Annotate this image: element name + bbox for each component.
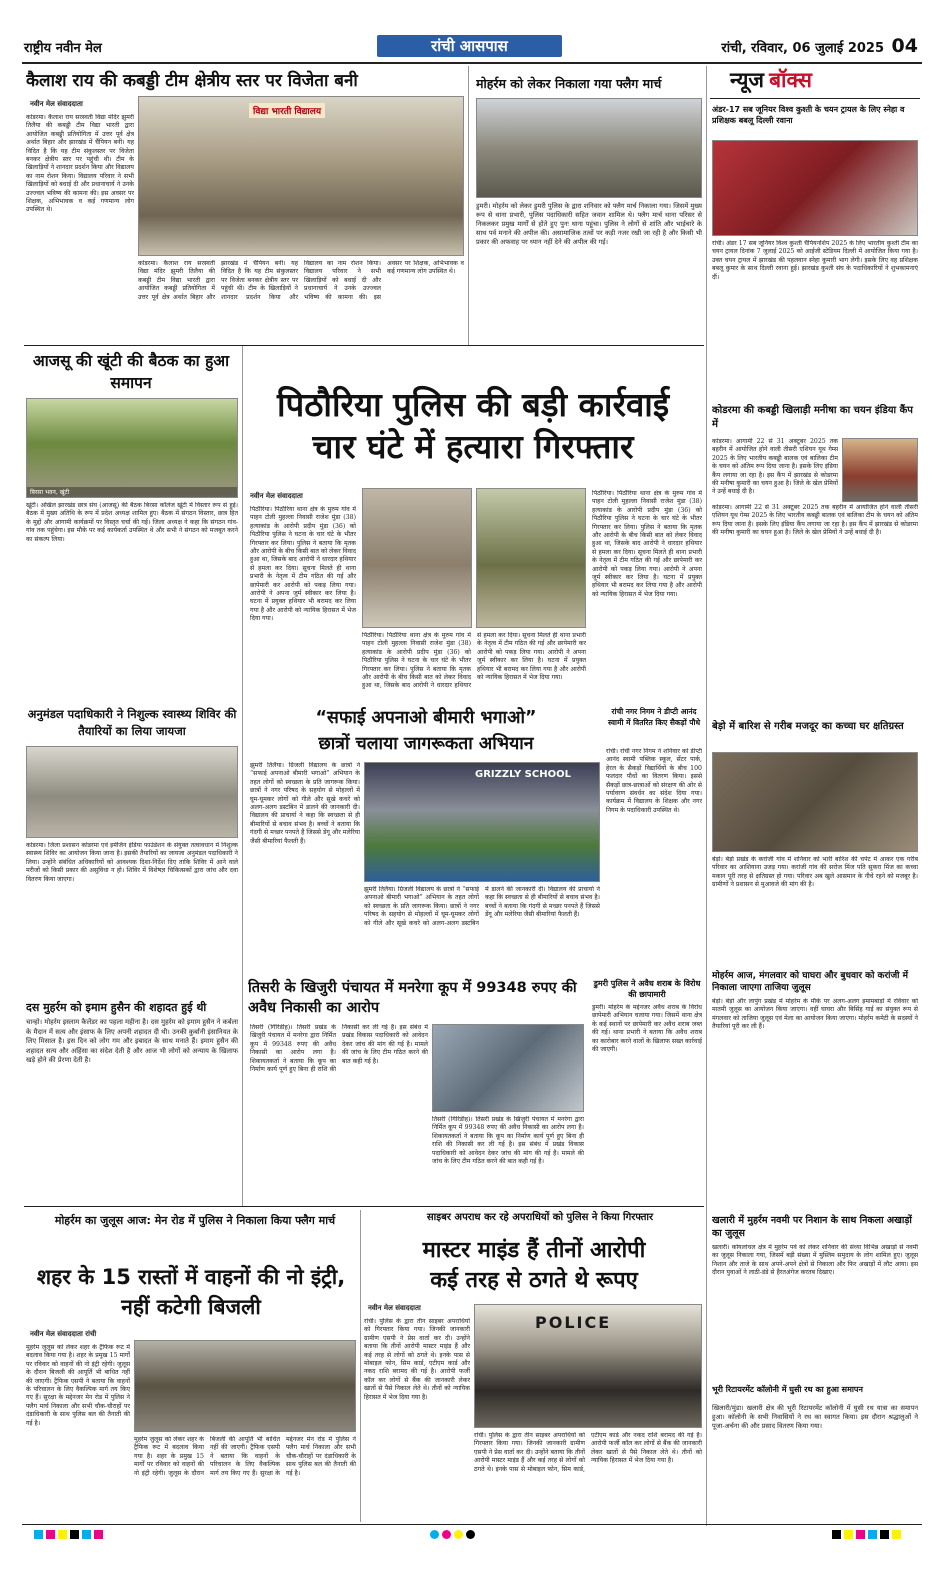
lead-body-col3: पिठौरिया। पिठौरिया थाना क्षेत्र के मुरुम गांव में पाहन टोली मुहल्ला निवासी राजेश मुंडा (38) हत्याकांड के आरोपी प्रदीप मुंडा (36) को पिठौरिया पुलिस ने घटना के चार घंटे के भीतर गिरफ्तार कर लिया। पुलिस ने बताया कि मृतक और आरोपी के बीच किसी बात को लेकर विवाद हुआ था, जिसके बाद आरोपी ने धारदार हथियार से हमला कर दिया। सूचना मिलते ही थाना प्रभारी के नेतृत्व में टीम गठित की गई और छापेमारी कर आरोपी को पकड़ लिया गया। आरोपी ने अपना जुर्म स्वीकार कर लिया है। घटना में प्रयुक्त हथियार भी बरामद कर लिया गया है और आरोपी को न्यायिक हिरासत में भेज दिया गया। [592,490,702,598]
news-box-item2-body-more: कोडरमा। आगामी 22 से 31 अक्टूबर 2025 तक बहरीन में आयोजित होने वाली तीसरी एशियन यूथ गेम्स 2025 के लिए भारतीय कबड्डी बालक एवं बालिका टीम के चयन को अंतिम रूप दिया जाना है। इसके लिए इंडिया कैंप लगाया जा रहा है। इस कैंप में झारखंड से कोडरमा की मनीषा कुमारी का चयन हुआ है। जिले के खेल प्रेमियों ने उन्हें बधाई दी है। [712,504,918,537]
news-box-item1-headline: अंडर-17 सब जूनियर विश्व कुश्ती के चयन ट्रायल के लिए स्नेहा व प्रशिक्षक बबलू दिल्ली रवाना [712,105,905,125]
moharram-march-body: डुमरी। मोहर्रम को लेकर डुमरी पुलिस के द्वारा शनिवार को फ्लैग मार्च निकाला गया। जिसमें मुख्य रूप से थाना प्रभारी, पुलिस पदाधिकारी सहित जवान शामिल थे। फ्लैग मार्च थाना परिसर से निकलकर प्रमुख मार्गों से होते हुए पुनः थाना पहुंचा। पुलिस ने लोगों से शांति और भाईचारे के साथ पर्व मनाने की अपील की। असामाजिक तत्वों पर कड़ी नजर रखी जा रही है और किसी भी प्रकार की अफवाह पर ध्यान नहीं देने की अपील की गई। [476,202,702,246]
color-registration-bar-left [34,1530,114,1540]
cleanliness-photo [364,762,600,882]
dateline: रांची, रविवार, 06 जुलाई 2025 [721,41,884,56]
liquor-raid-body: डुमरी। मोहर्रम के मद्देनजर अवैध शराब के विरोध छापेमारी अभियान चलाया गया। जिसमें थाना क्षेत्र के कई स्थानों पर छापेमारी कर अवैध शराब जब्त की गई। थाना प्रभारी ने बताया कि अवैध शराब का कारोबार करने वालों के खिलाफ सख्त कार्रवाई की जाएगी। [592,1004,702,1054]
lead-headline-2: चार घंटे में हत्यारा गिरफ्तार [312,427,634,466]
cleanliness-body-col2: झुमरी तिलैया। ग्रिजली विद्यालय के छात्रों ने “सफाई अपनाओ बीमारी भगाओ” अभियान के तहत लोगों को स्वच्छता के प्रति जागरूक किया। छात्रों ने नगर परिषद के सहयोग से मोहल्लों में घूम-घूमकर लोगों को गीले और सूखे कचरे को अलग-अलग डस्टबिन में डालने की जानकारी दी। विद्यालय की प्राचार्या ने कहा कि स्वच्छता से ही बीमारियों से बचाव संभव है। बच्चों ने बताया कि गंदगी से मच्छर पनपते हैं जिससे डेंगू और मलेरिया जैसी बीमारियां फैलती हैं। [364,886,600,927]
news-box-item6-headline: भूरी रिटायरमेंट कॉलोनी में घुसी रथ का हुआ समापन [712,1385,863,1394]
news-box-item1-photo [712,140,918,236]
cyber-headline-1: मास्टर माइंड हैं तीनों आरोपी [422,1238,646,1263]
news-box-title-2: बॉक्स [769,68,813,92]
liquor-raid-headline: डुमरी पुलिस ने अवैध शराब के विरोध की छापामारी [593,979,701,999]
color-registration-bar-center [430,1530,510,1540]
sidebar-rule [706,66,707,1526]
health-camp-body: कोडरमा। जिला प्रशासन कोडरमा एवं इमेजिन इंडिया फाउंडेशन के संयुक्त तत्वावधान में निशुल्क स्वास्थ्य शिविर का आयोजन किया जाना है। इसकी तैयारियों का जायजा अनुमंडल पदाधिकारी ने लिया। उन्होंने संबंधित अधिकारियों को आवश्यक दिशा-निर्देश दिए ताकि शिविर में आने वाले मरीजों को किसी प्रकार की असुविधा न हो। शिविर में विशेषज्ञ चिकित्सकों द्वारा जांच और दवा वितरण किया जाएगा। [26,842,238,883]
moharram-march-photo [476,98,702,198]
health-camp-photo [26,746,238,838]
cleanliness-photo-banner: GRIZZLY SCHOOL [475,769,571,780]
news-box-item6-body: खिलारी/मुंडा। खलारी क्षेत्र की भूरी रिटायरमेंट कॉलोनी में घुसी रथ यात्रा का समापन हुआ। कॉलोनी के सभी निवासियों ने रथ का स्वागत किया। इस दौरान श्रद्धालुओं ने पूजा-अर्चना की और प्रसाद वितरण किया गया। [712,1404,918,1430]
news-box-item2-photo [842,438,918,502]
traffic-body-col2: मुहर्रम जुलूस को लेकर शहर के ट्रैफिक रूट में बदलाव किया गया है। शहर के प्रमुख 15 मार्गों पर रविवार को वाहनों की नो इंट्री रहेगी। जुलूस के दौरान बिजली की आपूर्ति भी बाधित नहीं की जाएगी। ट्रैफिक एसपी ने बताया कि वाहनों के परिचालन के लिए वैकल्पिक मार्ग तय किए गए हैं। सुरक्षा के मद्देनजर मेन रोड में पुलिस ने फ्लैग मार्च निकाला और सभी चौक-चौराहों पर दंडाधिकारी के साथ पुलिस बल की तैनाती की गई है। [134,1436,356,1477]
ajsu-headline: आजसू की खूंटी की बैठक का हुआ समापन [32,352,230,392]
lead-photo-officer [476,488,586,628]
masthead [22,34,922,60]
kabaddi-headline: कैलाश राय की कबड्डी टीम क्षेत्रीय स्तर पर विजेता बनी [26,71,358,91]
news-box-title [730,66,920,96]
news-box-rule [710,98,920,99]
ajsu-photo-banner: बिरसा भवन, खूंटी [27,487,237,497]
kabaddi-photo [138,96,464,256]
news-box-item2-headline: कोडरमा की कबड्डी खिलाड़ी मनीषा का चयन इंडिया कैंप में [712,405,913,430]
traffic-photo [134,1340,356,1432]
traffic-kicker: मोहर्रम का जुलूस आज: मेन रोड में पुलिस ने निकाला किया फ्लैग मार्च [54,1214,336,1227]
news-box-item3-photo [712,752,918,852]
ajsu-body: खूंटी। अखिल झारखंड छात्र संघ (आजसू) की बैठक बिरसा कॉलेज खूंटी में विस्तार रूप से हुई। बैठक में मुख्य अतिथि के रूप में प्रदेश अध्यक्ष शामिल हुए। बैठक में संगठन विस्तार, छात्र हित के मुद्दों और आगामी कार्यक्रमों पर विस्तृत चर्चा की गई। जिला अध्यक्ष ने कहा कि संगठन गांव-गांव तक पहुंचेगा। इस मौके पर कई कार्यकर्ता उपस्थित थे और सभी ने संगठन को मजबूत करने का संकल्प लिया। [26,502,238,543]
news-box-item5-headline: खलारी में मुहर्रम नवमी पर निशान के साथ निकला अखाड़ों का जुलूस [712,1215,912,1239]
mgnrega-body-col1: तिसरी (गिरिडीह)। तिसरी प्रखंड के खिजुरी पंचायत में मनरेगा द्वारा निर्मित कूप में 99348 रुपए की अवैध निकासी का आरोप लगा है। शिकायतकर्ता ने बताया कि कूप का निर्माण कार्य पूर्ण हुए बिना ही राशि की निकासी कर ली गई है। इस संबंध में प्रखंड विकास पदाधिकारी को आवेदन देकर जांच की मांग की गई है। मामले की जांच के लिए टीम गठित करने की बात कही गई है। [250,1024,428,1074]
cyber-photo [474,1304,702,1428]
news-box-item2-body: कोडरमा। आगामी 22 से 31 अक्टूबर 2025 तक बहरीन में आयोजित होने वाली तीसरी एशियन यूथ गेम्स 2025 के लिए भारतीय कबड्डी बालक एवं बालिका टीम के चयन को अंतिम रूप दिया जाना है। इसके लिए इंडिया कैंप लगाया जा रहा है। इस कैंप में झारखंड से कोडरमा की मनीषा कुमारी का चयन हुआ है। जिले के खेल प्रेमियों ने उन्हें बधाई दी है। [712,438,838,496]
news-box-item5-body: खलारी। कोयलांचल क्षेत्र में मुहर्रम पर्व को लेकर शनिवार की संध्या विभिन्न अखाड़ों से नवमी का जुलूस निकाला गया, जिसमें बड़ी संख्या में मुस्लिम समुदाय के लोग शामिल हुए। जुलूस निशान और ताजे के साथ अपने-अपने क्षेत्रों से निकाला और फिर अखाड़ों में लौट आया। इस दौरान युवाओं ने लाठी-डंडे से हैरतअंगेज करतब दिखाए। [712,1244,918,1277]
moharram-march-headline: मोहर्रम को लेकर निकाला गया फ्लैग मार्च [476,76,662,91]
footer-rule [22,1524,922,1525]
kabaddi-photo-banner: विद्या भारती विद्यालय [249,103,325,118]
section-banner [377,35,562,57]
mgnrega-body-col2: तिसरी (गिरिडीह)। तिसरी प्रखंड के खिजुरी पंचायत में मनरेगा द्वारा निर्मित कूप में 99348 रुपए की अवैध निकासी का आरोप लगा है। शिकायतकर्ता ने बताया कि कूप का निर्माण कार्य पूर्ण हुए बिना ही राशि की निकासी कर ली गई है। इस संबंध में प्रखंड विकास पदाधिकारी को आवेदन देकर जांच की मांग की गई है। मामले की जांच के लिए टीम गठित करने की बात कही गई है। [432,1116,584,1166]
news-box-item4-headline: मोहर्रम आज, मंगलवार को घाघरा और बुधवार को करांजी में निकाला जाएगा ताजिया जुलूस [712,971,908,993]
health-camp-headline: अनुमंडल पदाधिकारी ने निशुल्क स्वास्थ्य शिविर की तैयारियों का लिया जायजा [27,707,237,738]
cyber-byline: नवीन मेल संवाददाता [368,1304,421,1312]
brand-name: राष्ट्रीय नवीन मेल [24,41,102,56]
kabaddi-byline: नवीन मेल संवाददाता [30,100,83,108]
lead-body-col1: पिठौरिया। पिठौरिया थाना क्षेत्र के मुरुम गांव में पाहन टोली मुहल्ला निवासी राजेश मुंडा (38) हत्याकांड के आरोपी प्रदीप मुंडा (36) को पिठौरिया पुलिस ने घटना के चार घंटे के भीतर गिरफ्तार कर लिया। पुलिस ने बताया कि मृतक और आरोपी के बीच किसी बात को लेकर विवाद हुआ था, जिसके बाद आरोपी ने धारदार हथियार से हमला कर दिया। सूचना मिलते ही थाना प्रभारी के नेतृत्व में टीम गठित की गई और छापेमारी कर आरोपी को पकड़ लिया गया। आरोपी ने अपना जुर्म स्वीकार कर लिया है। घटना में प्रयुक्त हथियार भी बरामद कर लिया गया है और आरोपी को न्यायिक हिरासत में भेज दिया गया। [250,506,356,623]
section-title: रांची आसपास [431,37,508,55]
col-rule-bottom [360,1210,361,1522]
lead-body-col2: पिठौरिया। पिठौरिया थाना क्षेत्र के मुरुम गांव में पाहन टोली मुहल्ला निवासी राजेश मुंडा (38) हत्याकांड के आरोपी प्रदीप मुंडा (36) को पिठौरिया पुलिस ने घटना के चार घंटे के भीतर गिरफ्तार कर लिया। पुलिस ने बताया कि मृतक और आरोपी के बीच किसी बात को लेकर विवाद हुआ था, जिसके बाद आरोपी ने धारदार हथियार से हमला कर दिया। सूचना मिलते ही थाना प्रभारी के नेतृत्व में टीम गठित की गई और छापेमारी कर आरोपी को पकड़ लिया गया। आरोपी ने अपना जुर्म स्वीकार कर लिया है। घटना में प्रयुक्त हथियार भी बरामद कर लिया गया है और आरोपी को न्यायिक हिरासत में भेज दिया गया। [362,632,586,690]
mgnrega-photo [432,1024,584,1112]
news-box-item1-body: रांची। अंडर 17 सब जूनियर विश्व कुश्ती चैंपियनशिप 2025 के लिए भारतीय कुश्ती टीम का चयन ट्रायल दिनांक 7 जुलाई 2025 को आईजी स्टेडियम दिल्ली में आयोजित किया गया है। उक्त चयन ट्रायल में झारखंड की पहलवान स्नेहा कुमारी भाग लेगी। इसके लिए वह प्रशिक्षक बबलू कुमार के साथ दिल्ली रवाना हुई। झारखंड कुश्ती संघ के पदाधिकारियों ने शुभकामनाएं दीं। [712,240,918,281]
cleanliness-headline-2: छात्रों चलाया जागरूकता अभियान [318,734,534,754]
lead-headline-1: पिठौरिया पुलिस की बड़ी कार्रवाई [276,385,670,424]
news-box-item3-body: बेड़ो। बेड़ो प्रखंड के करांजी गांव में शनिवार को भारी बारिश की चपेट में आकर एक गरीब परिवार का आशियाना उजड़ गया। करांजी गांव की सरोज मिंज पति सुकरा मिंज का कच्चा मकान पूरी तरह से क्षतिग्रस्त हो गया। परिवार अब खुले आसमान के नीचे रहने को मजबूर है। ग्रामीणों ने प्रशासन से मुआवजे की मांग की है। [712,856,918,889]
traffic-body-col1: मुहर्रम जुलूस को लेकर शहर के ट्रैफिक रूट में बदलाव किया गया है। शहर के प्रमुख 15 मार्गों पर रविवार को वाहनों की नो इंट्री रहेगी। जुलूस के दौरान बिजली की आपूर्ति भी बाधित नहीं की जाएगी। ट्रैफिक एसपी ने बताया कि वाहनों के परिचालन के लिए वैकल्पिक मार्ग तय किए गए हैं। सुरक्षा के मद्देनजर मेन रोड में पुलिस ने फ्लैग मार्च निकाला और सभी चौक-चौराहों पर दंडाधिकारी के साथ पुलिस बल की तैनाती की गई है। [26,1344,130,1427]
col-rule-right [468,66,469,346]
cleanliness-headline-1: “सफाई अपनाओ बीमारी भगाओ” [315,708,537,728]
ajsu-photo [26,398,238,498]
cleanliness-body-col1: झुमरी तिलैया। ग्रिजली विद्यालय के छात्रों ने “सफाई अपनाओ बीमारी भगाओ” अभियान के तहत लोगों को स्वच्छता के प्रति जागरूक किया। छात्रों ने नगर परिषद के सहयोग से मोहल्लों में घूम-घूमकर लोगों को गीले और सूखे कचरे को अलग-अलग डस्टबिन में डालने की जानकारी दी। विद्यालय की प्राचार्या ने कहा कि स्वच्छता से ही बीमारियों से बचाव संभव है। बच्चों ने बताया कि गंदगी से मच्छर पनपते हैं जिससे डेंगू और मलेरिया जैसी बीमारियां फैलती हैं। [250,762,360,845]
mgnrega-headline: तिसरी के खिजुरी पंचायत में मनरेगा कूप में 99348 रुपए की अवैध निकासी का आरोप [248,980,577,1016]
page-number: 04 [891,35,918,57]
muharram-sacrifice-headline: दस मुहर्रम को इमाम हुसैन की शहादत हुई थी [26,1001,207,1014]
rule-row-2 [24,1206,704,1207]
traffic-headline: शहर के 15 रास्तों में वाहनों की नो इंट्री, नहीं कटेगी बिजली [36,1265,346,1319]
news-box-item3-headline: बेड़ो में बारिश से गरीब मजदूर का कच्चा घर क्षतिग्रस्त [712,721,904,732]
news-box-title-1: न्यूज [730,68,764,92]
cyber-body-col1: रांची। पुलिस के द्वारा तीन साइबर अपराधियों को गिरफ्तार किया गया। जिनकी जानकारी ग्रामीण एसपी ने प्रेस वार्ता कर दी। उन्होंने बताया कि तीनों आरोपी मास्टर माइंड हैं और कई तरह से लोगों को ठगते थे। इनके पास से मोबाइल फोन, सिम कार्ड, एटीएम कार्ड और नकद राशि बरामद की गई है। आरोपी फर्जी कॉल कर लोगों से बैंक की जानकारी लेकर खातों से पैसे निकाल लेते थे। तीनों को न्यायिक हिरासत में भेज दिया गया है। [364,1318,470,1401]
dto-plants-headline: रांची नगर निगम ने डीप्टी आनंद स्वामी में वितरित किए सैकड़ों पौधे [607,707,701,727]
col-rule-left [242,346,243,1206]
traffic-byline: नवीन मेल संवाददाता रांची [30,1330,97,1338]
cyber-headline-2: कई तरह से ठगते थे रूपए [430,1268,638,1293]
lead-photo-accused [362,488,472,628]
cyber-kicker: साइबर अपराध कर रहे अपराधियों को पुलिस ने किया गिरफ्तार [426,1212,654,1223]
news-box-item4-body: बेड़ो। बेड़ो और लापुंग प्रखंड में मोहर्रम के मौके पर अलग-अलग इमामबाड़ों में रविवार को मातमी जुलूस का आयोजन किया जाएगा। वहीं घाघरा और बिसिंह गाई का संयुक्त रूप से मंगलवार को ताजिया जुलूस एवं मेला का आयोजन किया जाएगा। मोहर्रम कमेटी के सदस्यों ने तैयारियां पूरी कर ली हैं। [712,998,918,1031]
lead-byline: नवीन मेल संवाददाता [250,492,303,500]
color-registration-bar-right [832,1530,912,1540]
dto-plants-body: रांची। रांची नगर निगम ने शनिवार को डीप्टी आनंद स्वामी पब्लिक स्कूल, सेंटर पार्क, हेरल के सैकड़ों विद्यार्थियों के बीच 100 फलदार पौधों का वितरण किया। इससे सैकड़ों छात्र-छात्राओं को संरक्षण की ओर से पर्यावरण संवर्धन का संदेश दिया गया। कार्यक्रम में विद्यालय के शिक्षक और नगर निगम के पदाधिकारी उपस्थित थे। [606,748,702,814]
cyber-body-col2: रांची। पुलिस के द्वारा तीन साइबर अपराधियों को गिरफ्तार किया गया। जिनकी जानकारी ग्रामीण एसपी ने प्रेस वार्ता कर दी। उन्होंने बताया कि तीनों आरोपी मास्टर माइंड हैं और कई तरह से लोगों को ठगते थे। इनके पास से मोबाइल फोन, सिम कार्ड, एटीएम कार्ड और नकद राशि बरामद की गई है। आरोपी फर्जी कॉल कर लोगों से बैंक की जानकारी लेकर खातों से पैसे निकाल लेते थे। तीनों को न्यायिक हिरासत में भेज दिया गया है। [474,1432,702,1473]
masthead-rule [22,62,922,64]
muharram-sacrifice-body: चान्हो। मोहर्रम इस्लाम कैलेंडर का पहला महीना है। दस मुहर्रम को इमाम हुसैन ने कर्बला के मैदान में सत्य और इंसाफ के लिए अपनी शहादत दी थी। उनकी कुर्बानी इंसानियत के लिए मिसाल है। इस दिन को लोग गम और इबादत के साथ मनाते हैं। इमाम हुसैन की शहादत सत्य और अहिंसा का संदेश देती है और आज भी लोगों को अन्याय के खिलाफ खड़े होने की प्रेरणा देती है। [26,1018,238,1065]
rule-row-1 [24,345,704,346]
kabaddi-body-col1: कोडरमा। कैलाश राय सरस्वती विद्या मंदिर झुमरी तिलैया की कबड्डी टीम विद्या भारती द्वारा आयोजित कबड्डी प्रतियोगिता में उत्तर पूर्व क्षेत्र अर्थात बिहार और झारखंड में चैंपियन बनी। यह विदित है कि यह टीम संकुलस्तर पर विजेता बनकर क्षेत्रीय स्तर पर पहुंची थी। टीम के खिलाड़ियों ने शानदार प्रदर्शन किया और विद्यालय का नाम रोशन किया। विद्यालय परिवार ने सभी खिलाड़ियों को बधाई दी और प्रधानाचार्य ने उनके उज्ज्वल भविष्य की कामना की। इस अवसर पर शिक्षक, अभिभावक व कई गणमान्य लोग उपस्थित थे। [26,114,134,214]
cyber-photo-banner: POLICE [535,1313,612,1332]
kabaddi-body-col2: कोडरमा। कैलाश राय सरस्वती विद्या मंदिर झुमरी तिलैया की कबड्डी टीम विद्या भारती द्वारा आयोजित कबड्डी प्रतियोगिता में उत्तर पूर्व क्षेत्र अर्थात बिहार और झारखंड में चैंपियन बनी। यह विदित है कि यह टीम संकुलस्तर पर विजेता बनकर क्षेत्रीय स्तर पर पहुंची थी। टीम के खिलाड़ियों ने शानदार प्रदर्शन किया और विद्यालय का नाम रोशन किया। विद्यालय परिवार ने सभी खिलाड़ियों को बधाई दी और प्रधानाचार्य ने उनके उज्ज्वल भविष्य की कामना की। इस अवसर पर शिक्षक, अभिभावक व कई गणमान्य लोग उपस्थित थे। [138,260,464,301]
